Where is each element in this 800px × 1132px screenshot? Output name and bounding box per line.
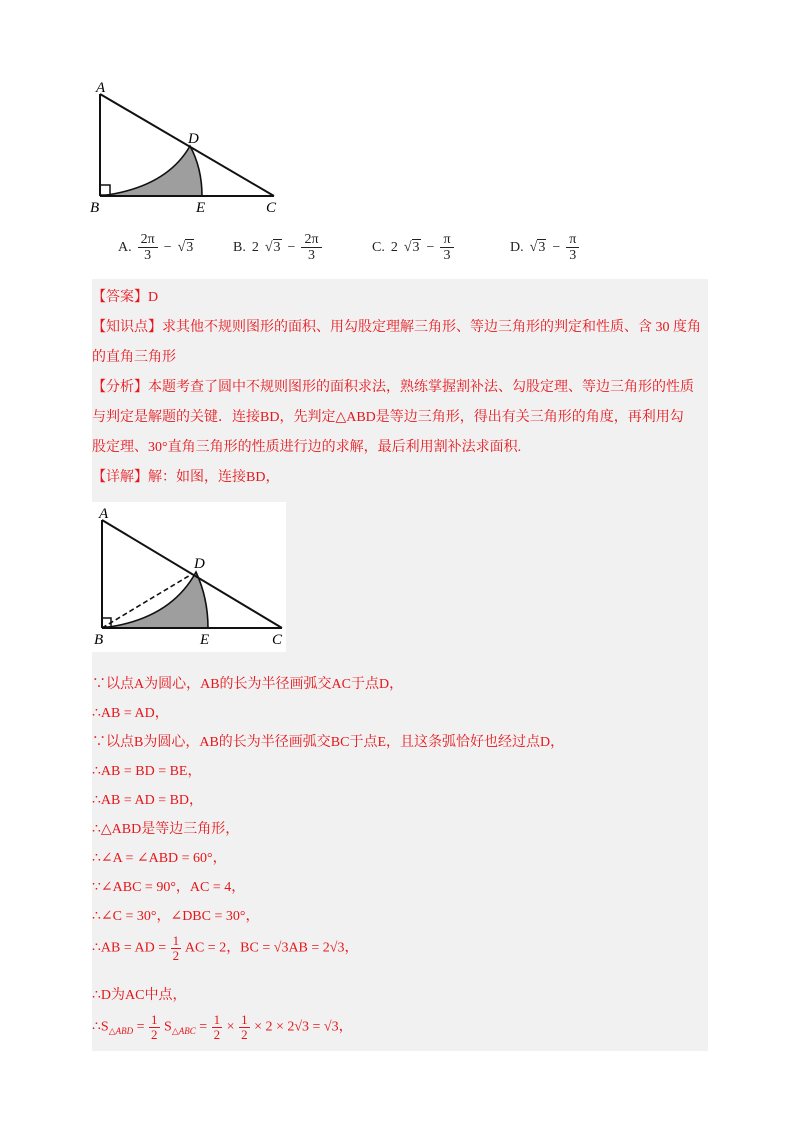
label-a: A [96, 80, 106, 96]
label-d: D [188, 131, 199, 147]
option-c[interactable]: C. 2 √3 − $\frac{\pi}{3}$ [372, 232, 454, 264]
knowledge-line-2: 的直角三角形 [92, 350, 176, 365]
step-7: ∴∠A = ∠ABD = 60°， [92, 851, 227, 866]
option-d[interactable]: D. √3 − $\frac{\pi}{3}$ [510, 232, 579, 264]
option-a-sqrt: √3 [177, 239, 194, 255]
label-c-2: C [272, 632, 283, 648]
label-b: B [90, 200, 100, 216]
step-10-fraction: $\frac{1}{2}$ [172, 933, 180, 963]
step-1: ∵以点A为圆心，AB的长为半径画弧交AC于点D， [92, 677, 404, 692]
option-b-label: B. [233, 239, 246, 255]
label-a-2: A [99, 506, 109, 522]
analysis-line-3: 股定理、30°直角三角形的性质进行边的求解，最后利用割补法求面积. [92, 440, 522, 455]
step-9: ∴∠C = 30°，∠DBC = 30°， [92, 909, 260, 924]
analysis-line-1: 【分析】本题考查了圆中不规则图形的面积求法，熟练掌握割补法、勾股定理、等边三角形的性质 [92, 380, 694, 395]
step-10: ∴AB = AD = $\frac{1}{2}$ AC = 2，BC = √3AB = 2√3， [92, 933, 359, 963]
step-2: ∴AB = AD， [92, 706, 169, 721]
step-4: ∴AB = BD = BE， [92, 764, 202, 779]
step-8: ∵∠ABC = 90°，AC = 4， [92, 880, 246, 895]
knowledge-line-1: 【知识点】求其他不规则图形的面积、用勾股定理解三角形、等边三角形的判定和性质、含 30 度角 [92, 320, 701, 335]
option-a-label: A. [118, 239, 132, 255]
option-a-fraction: $\frac{2\pi}{3}$ [138, 232, 158, 264]
step-3: ∵以点B为圆心，AB的长为半径画弧交BC于点E，且这条弧恰好也经过点D， [92, 735, 565, 750]
option-b[interactable]: B. 2 √3 − $\frac{2\pi}{3}$ [233, 232, 322, 264]
label-e: E [196, 200, 206, 216]
answer-options [118, 232, 638, 272]
step-12: $\therefore S_{\triangle ABD}$ = $\frac{1}{2}$ $S_{\triangle ABC}$ = $\frac{1}{2}$ × $\frac{1}{2}$ × 2 × 2√3 = √3， [92, 1012, 353, 1042]
figure-2-frame [92, 502, 286, 652]
label-c: C [266, 200, 277, 216]
step-5: ∴AB = AD = BD， [92, 793, 204, 808]
step-6: ∴△ABD是等边三角形， [92, 822, 240, 837]
option-a[interactable]: A. $\frac{2\pi}{3}$ − √3 [118, 232, 194, 264]
label-b-2: B [94, 632, 104, 648]
option-c-label: C. [372, 239, 385, 255]
label-d-2: D [194, 556, 205, 572]
triangle-figure-1 [86, 76, 286, 216]
answer-line: 【答案】D [92, 290, 159, 305]
option-d-label: D. [510, 239, 524, 255]
label-e-2: E [200, 632, 210, 648]
analysis-line-2: 与判定是解题的关键．连接BD，先判定△ABD是等边三角形，得出有关三角形的角度，再利用勾 [92, 410, 684, 425]
step-11: ∴D为AC中点， [92, 988, 187, 1003]
triangle-figure-2 [92, 502, 286, 652]
detail-title: 【详解】解：如图，连接BD， [92, 470, 280, 485]
